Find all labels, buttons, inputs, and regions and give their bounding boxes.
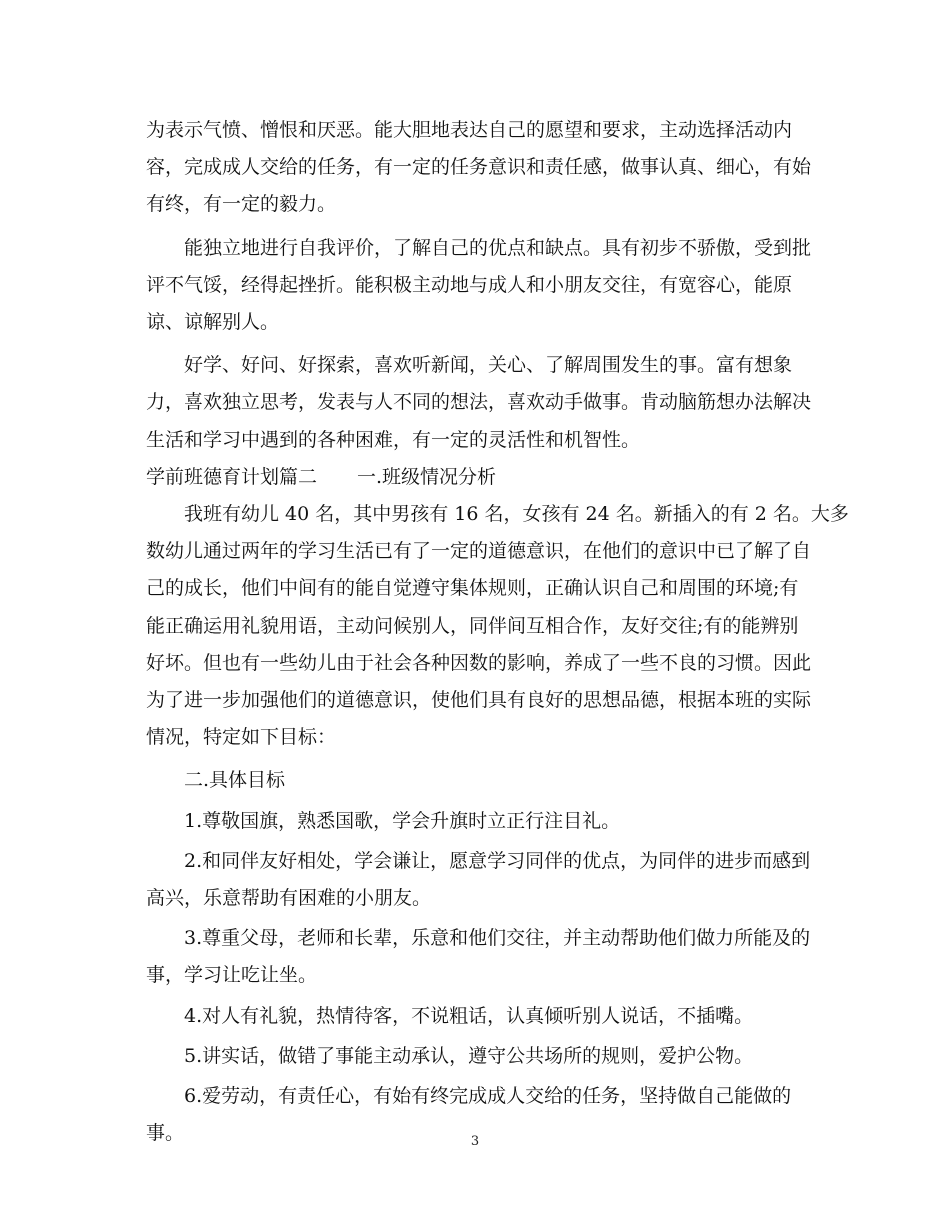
section-heading: [146, 459, 806, 496]
document-title: 学前班德育计划篇二: [146, 465, 318, 488]
text-line: 数幼儿通过两年的学习生活已有了一定的道德意识，在他们的意识中已了解了自: [146, 540, 812, 563]
goal-item: [146, 843, 811, 917]
text-line: 事。: [146, 1122, 185, 1145]
text-line: 3.尊重父母，老师和长辈，乐意和他们交往，并主动帮助他们做力所能及的: [184, 927, 811, 950]
text-line: 能独立地进行自我评价，了解自己的优点和缺点。具有初步不骄傲，受到批: [184, 236, 812, 259]
paragraph: [146, 347, 812, 459]
text-line: 事，学习让吃让坐。: [146, 964, 318, 987]
text-line: 评不气馁，经得起挫折。能积极主动地与成人和小朋友交往，有宽容心，能原: [146, 273, 793, 296]
paragraph: [146, 112, 812, 224]
paragraph: [146, 230, 812, 342]
text-line: 为了进一步加强他们的道德意识，使他们具有良好的思想品德，根据本班的实际: [146, 689, 812, 712]
text-line: 力，喜欢独立思考，发表与人不同的想法，喜欢动手做事。肯动脑筋想办法解决: [146, 391, 812, 414]
goal-item: [146, 920, 811, 994]
goal-item: [146, 998, 806, 1035]
text-line: 为表示气愤、憎恨和厌恶。能大胆地表达自己的愿望和要求，主动选择活动内: [146, 119, 793, 141]
text-line: 4.对人有礼貌，热情待客，不说粗话，认真倾听别人说话，不插嘴。: [184, 1004, 754, 1027]
text-line: 生活和学习中遇到的各种困难，有一定的灵活性和机智性。: [146, 428, 641, 451]
text-line: 己的成长，他们中间有的能自觉遵守集体规则，正确认识自己和周围的环境;有: [146, 577, 799, 600]
text-line: 我班有幼儿 40 名，其中男孩有 16 名，女孩有 24 名。新插入的有 2 名。大多: [184, 503, 849, 526]
text-line: 情况，特定如下目标：: [146, 726, 337, 749]
document-body: [146, 112, 849, 1152]
section-title: 一.班级情况分析: [357, 465, 497, 488]
text-line: 谅、谅解别人。: [146, 311, 280, 334]
analysis-paragraph: [146, 496, 849, 756]
text-line: 5.讲实话，做错了事能主动承认，遵守公共场所的规则，爱护公物。: [184, 1044, 754, 1067]
goals-heading: [146, 762, 806, 799]
text-line: 1.尊敬国旗，熟悉国歌，学会升旗时立正行注目礼。: [184, 809, 621, 832]
text-line: 好坏。但也有一些幼儿由于社会各种因数的影响，养成了一些不良的习惯。因此: [146, 651, 812, 674]
text-line: 有终，有一定的毅力。: [146, 193, 337, 216]
text-line: 6.爱劳动，有责任心，有始有终完成成人交给的任务，坚持做自己能做的: [184, 1085, 792, 1108]
text-line: 好学、好问、好探索，喜欢听新闻，关心、了解周围发生的事。富有想象: [184, 354, 793, 377]
text-line: 容，完成成人交给的任务，有一定的任务意识和责任感，做事认真、细心，有始: [146, 156, 812, 179]
goal-item: [146, 803, 806, 840]
text-line: 2.和同伴友好相处，学会谦让，愿意学习同伴的优点，为同伴的进步而感到: [184, 849, 811, 872]
text-line: 二.具体目标: [184, 769, 286, 792]
text-line: 能正确运用礼貌用语，主动问候别人，同伴间互相合作，友好交往;有的能辨别: [146, 614, 799, 637]
page-number: 3: [470, 1134, 480, 1149]
text-line: 高兴，乐意帮助有困难的小朋友。: [146, 887, 432, 910]
goal-item: [146, 1038, 806, 1075]
